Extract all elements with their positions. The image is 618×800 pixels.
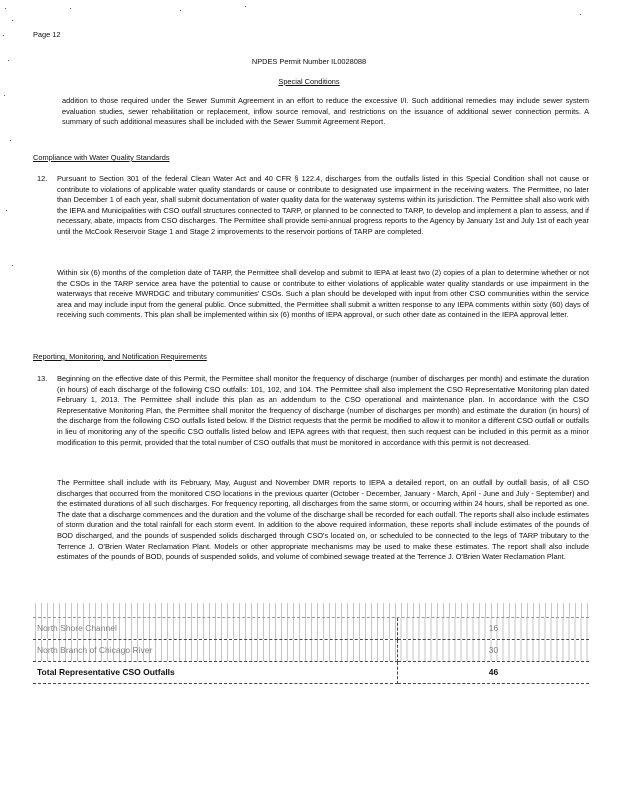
section-heading: Reporting, Monitoring, and Notification Requirements (33, 352, 207, 361)
continuation-paragraph: addition to those required under the Sewer Summit Agreement in an effort to reduce the excessive I/I. Such additional remedies may include sewer system evaluation studies, sewer rehabilitation or replacement, inflow source removal, and restrictions on the issuance of additional sewer connection permits. A summary of such additional measures shall be included with the Sewer Summit Agreement Report. (62, 96, 589, 127)
paragraph: Beginning on the effective date of this Permit, the Permittee shall monitor the frequency of discharge (number of discharges per month) and estimate the duration (in hours) of each discharge of the following CSO outfalls: 101, 102, and 104. The Permittee shall also implement the CSO Representative Monitoring plan dated February 1, 2013. The Permittee shall include this plan as an addendum to the CSO operational and maintenance plan. In accordance with the CSO Representative Monitoring Plan, the Permittee shall monitor the frequency of discharge (number of discharges per month) and estimate the duration (in hours) of the discharge from the following CSO outfalls listed below. If the District requests that the permit be modified to allow it to monitor a different CSO outfall or outfalls in lieu of monitoring any of the specific CSO outfalls listed below and IEPA agrees with that request, then such request can be included in this permit as a minor modification to this permit, provided that the total number of CSO outfalls that must be monitored in accordance with this permit is not decreased. (57, 374, 589, 447)
total-label: Total Representative CSO Outfalls (33, 662, 398, 684)
table-header-noise (33, 603, 589, 618)
permit-number: NPDES Permit Number IL0028088 (251, 57, 367, 66)
row-value: 30 (398, 640, 590, 662)
page-number: Page 12 (33, 30, 61, 39)
item-number: 13. (37, 374, 48, 383)
item-number: 12. (37, 174, 48, 183)
paragraph: Pursuant to Section 301 of the federal Clean Water Act and 40 CFR § 122.4, discharges from the outfalls listed in this Special Condition shall not cause or contribute to violations of applicable water quality standards or cause or contribute to designated use impairment in the receiving waters. The Permittee, no later than December 1 of each year, shall submit documentation of water quality data for the waterway systems within its jurisdiction. The Permittee shall also work with the IEPA and Municipalities with CSO outfall structures connected to TARP, or planned to be connected to TARP, to develop and implement a plan to assess, and if necessary, abate, impacts from CSO discharges. The Permittee shall provide semi-annual progress reports to the Agency by January 1st and July 1st of each year until the McCook Reservoir Stage 1 and Stage 2 improvements to the reservoir portions of TARP are completed. (57, 174, 589, 236)
outfall-table (33, 603, 589, 684)
total-value: 46 (398, 662, 590, 684)
table-row (33, 640, 589, 662)
table-total-row (33, 662, 589, 684)
row-label: North Branch of Chicago River (33, 640, 398, 662)
paragraph: Within six (6) months of the completion date of TARP, the Permittee shall develop and submit to IEPA at least two (2) copies of a plan to determine whether or not the CSOs in the TARP service area have the potential to cause or contribute to either violations of applicable water quality standards or use impairment in the waterways that receive MWRDGC and tributary communities' CSOs. Such a plan should be developed with input from other CSO communities within the service area and may include input from the general public. Once submitted, the Permittee shall submit a written response to any IEPA comments within sixty (60) days of receiving such comments. This plan shall be implemented within six (6) months of IEPA approval, or such other date as contained in the IEPA approval letter. (57, 268, 589, 320)
row-label: North Shore Channel (33, 618, 398, 640)
section-heading: Compliance with Water Quality Standards (33, 153, 170, 162)
section-title: Special Conditions (278, 77, 340, 86)
paragraph: The Permittee shall include with its February, May, August and November DMR reports to IEPA a detailed report, on an outfall by outfall basis, of all CSO discharges that occurred from the monitored CSO locations in the previous quarter (October - December, January - March, April - June and July - September) and the estimated durations of all such discharges. For frequency reporting, all discharges from the same storm, or occurring within 24 hours, shall be reported as one. The date that a discharge commences and the duration and the volume of the discharge shall be recorded for each outfall. The reports shall also include estimates of storm duration and the total rainfall for each storm event. In addition to the above required information, these reports shall include estimates of the pounds of BOD discharged, and the pounds of suspended solids discharged through CSO's located on, or scheduled to be connected to the legs of TARP tributary to the Terrence J. O'Brien Water Reclamation Plant. Models or other appropriate mechanisms may be used to make these estimates. The report shall also include estimates of the pounds of BOD, pounds of suspended solids, and volume of combined sewage treated at the Terrence J. O'Brien Water Reclamation Plant. (57, 478, 589, 562)
row-value: 16 (398, 618, 590, 640)
table-row (33, 618, 589, 640)
